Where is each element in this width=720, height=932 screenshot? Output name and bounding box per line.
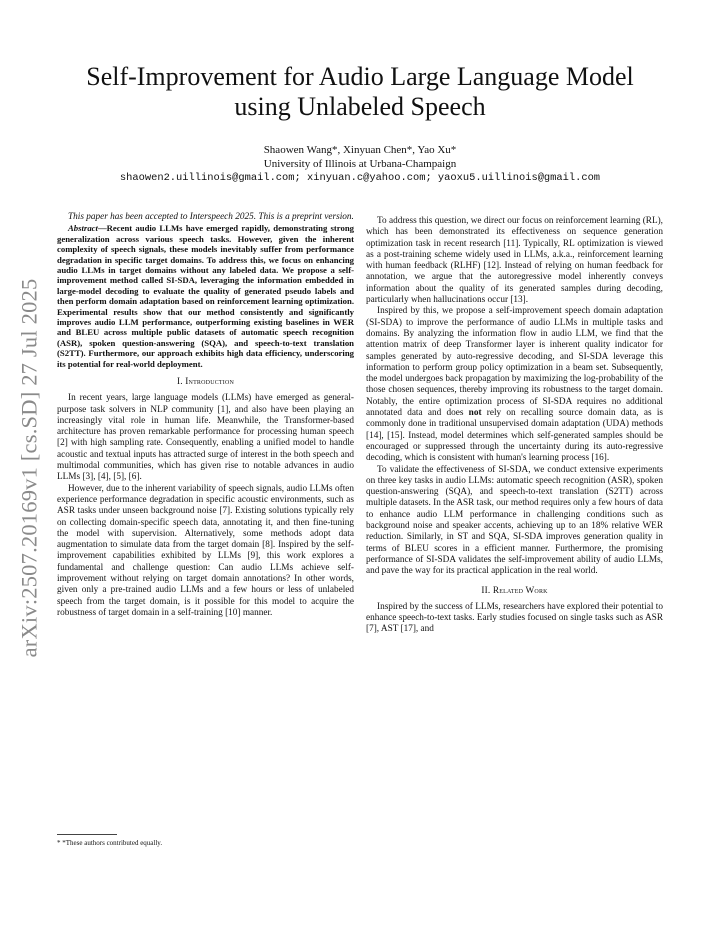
abstract-text: —Recent audio LLMs have emerged rapidly, demonstrating strong generalization across various speech tasks. However, given the inherent complexity of speech signals, these models inevitably suffer from performance degradation in specific target domains. To address this, we focus on enhancing audio LLMs in target domains without any labeled data. We propose a self-improvement method called SI-SDA, leveraging the information embedded in large-model decoding to evaluate the quality of generated pseudo labels and then perform domain adaptation based on reinforcement learning optimization. Experimental results show that our method consistently and significantly improves audio LLM performance, outperforming existing baselines in WER and BLEU across multiple public datasets of automatic speech recognition (ASR), spoken question-answering (SQA), and speech-to-text translation (S2TT). Furthermore, our approach exhibits high data efficiency, underscoring its potential for real-world deployment. <box>57 223 354 369</box>
left-column <box>57 212 354 619</box>
acceptance-note: This paper has been accepted to Interspeech 2025. This is a preprint version. <box>68 212 354 222</box>
abstract <box>57 223 354 369</box>
intro-paragraph-5: To validate the effectiveness of SI-SDA, we conduct extensive experiments on three key tasks in audio LLMs: automatic speech recognition (ASR), spoken question-answering (SQA), and speech-to-text translation (S2TT) across multiple datasets. In the ASR task, our method requires only a few hours of data to enhance audio LLM performance in challenging conditions such as background noise and speaker accents, achieving up to an 18% relative WER reduction. Similarly, in ST and SQA, SI-SDA improves generation quality in terms of BLEU scores in a efficient manner. Furthermore, the promising performance of SI-SDA validates the self-improvement ability of audio LLMs, and pave the way for its practical application in the real world. <box>366 464 663 577</box>
intro-paragraph-2: However, due to the inherent variability of speech signals, audio LLMs often experience performance degradation in specific acoustic environments, such as ASR tasks under unseen background noise [7]. Existing solutions typically rely on collecting domain-specific speech data, annotating it, and then fine-tuning the model with supervision. Alternatively, some methods adopt data augmentation to simulate data from the target domain [8]. Inspired by the self-improvement capabilities exhibited by LLMs [9], this work explores a fundamental and challenge question: Can audio LLMs achieve self-improvement without relying on target domain annotations? In other words, given only a pre-trained audio LLMs and a few hours or less of unlabeled speech from the target domain, is it possible for this model to acquire the robustness of target domain in a self-training [10] manner. <box>57 483 354 618</box>
section-2-numeral: II. <box>481 585 493 596</box>
intro-paragraph-3: To address this question, we direct our focus on reinforcement learning (RL), which has been demonstrated its effectiveness on sequence generation optimization task in recent research [11]. Typically, RL optimization is viewed as a post-training scheme widely used in LLMs, a.k.a., reinforcement learning with human feedback (RLHF) [12]. Instead of relying on human feedback for annotation, we argue that the autoregressive model inherently conveys information about the quality of its generated samples during decoding, particularly when hallucinations occur [13]. <box>366 216 663 306</box>
intro-paragraph-4-part-2: rely on recalling source domain data, as is commonly done in traditional unsupervised domain adaptation (UDA) methods [14], [15]. Instead, model determines which self-generated samples should be encouraged or suppressed through the uncertainty during its auto-regressive decoding, which is consistent with human's learning process [16]. <box>366 408 663 464</box>
footnote-equal-contribution: * *These authors contributed equally. <box>57 839 163 847</box>
related-work-paragraph-1: Inspired by the success of LLMs, researchers have explored their potential to enhance speech-to-text tasks. Early studies focused on single tasks such as ASR [7], AST [17], and <box>366 601 663 635</box>
author-block <box>50 143 670 171</box>
author-emails[interactable]: shaowen2.uillinois@gmail.com; xinyuan.c@yahoo.com; yaoxu5.uillinois@gmail.com <box>119 172 601 184</box>
section-heading-related-work <box>366 586 663 597</box>
intro-paragraph-1: In recent years, large language models (LLMs) have emerged as general-purpose task solvers in NLP community [1], and also have been playing an increasingly vital role in human life. Meanwhile, the Transformer-based architecture has proven remarkable performance for processing human speech [2] with high sampling rate. Consequently, enabling a unified model to handle acoustic and textual inputs has attracted surge of interest in the both speech and multimodal communities, which has given rise to notable advances in audio LLMs [3], [4], [5], [6]. <box>57 393 354 483</box>
arxiv-stamp-text: arXiv:2507.20169v1 [cs.SD] 27 Jul 2025 <box>16 278 42 658</box>
right-column <box>366 216 663 636</box>
footnote-divider <box>57 834 117 835</box>
arxiv-identifier-stamp[interactable] <box>8 258 50 678</box>
intro-paragraph-4-bold: not <box>468 408 482 419</box>
abstract-label: Abstract <box>68 223 98 234</box>
intro-paragraph-4 <box>366 306 663 464</box>
section-1-numeral: I. <box>176 376 186 387</box>
section-heading-introduction <box>57 377 354 388</box>
title-line-1: Self-Improvement for Audio Large Language Model <box>86 62 634 91</box>
intro-paragraph-4-part-1: Inspired by this, we propose a self-improvement speech domain adaptation (SI-SDA) to improve the performance of audio LLMs in multiple tasks and domains. By analyzing the information flow in audio LLM, we find that the attention matrix of deep Transformer layer is inherent quality indicator for samples generated by auto-regressive decoding, and SI-SDA leverage this information to perform group policy optimization in a beam set. Subsequently, the model undergoes back propagation by maximizing the log-probability of the those chosen sequences, thereby improving its robustness to the target domain. Notably, the entire optimization process of SI-SDA requires no additional annotated data and does <box>366 306 663 419</box>
title-line-2: using Unlabeled Speech <box>234 92 486 121</box>
author-affiliation: University of Illinois at Urbana-Champaign <box>263 158 457 170</box>
section-1-title: Introduction <box>185 376 235 387</box>
paper-title <box>50 62 670 122</box>
author-names: Shaowen Wang*, Xinyuan Chen*, Yao Xu* <box>263 144 457 156</box>
section-2-title: Related Work <box>492 585 548 596</box>
